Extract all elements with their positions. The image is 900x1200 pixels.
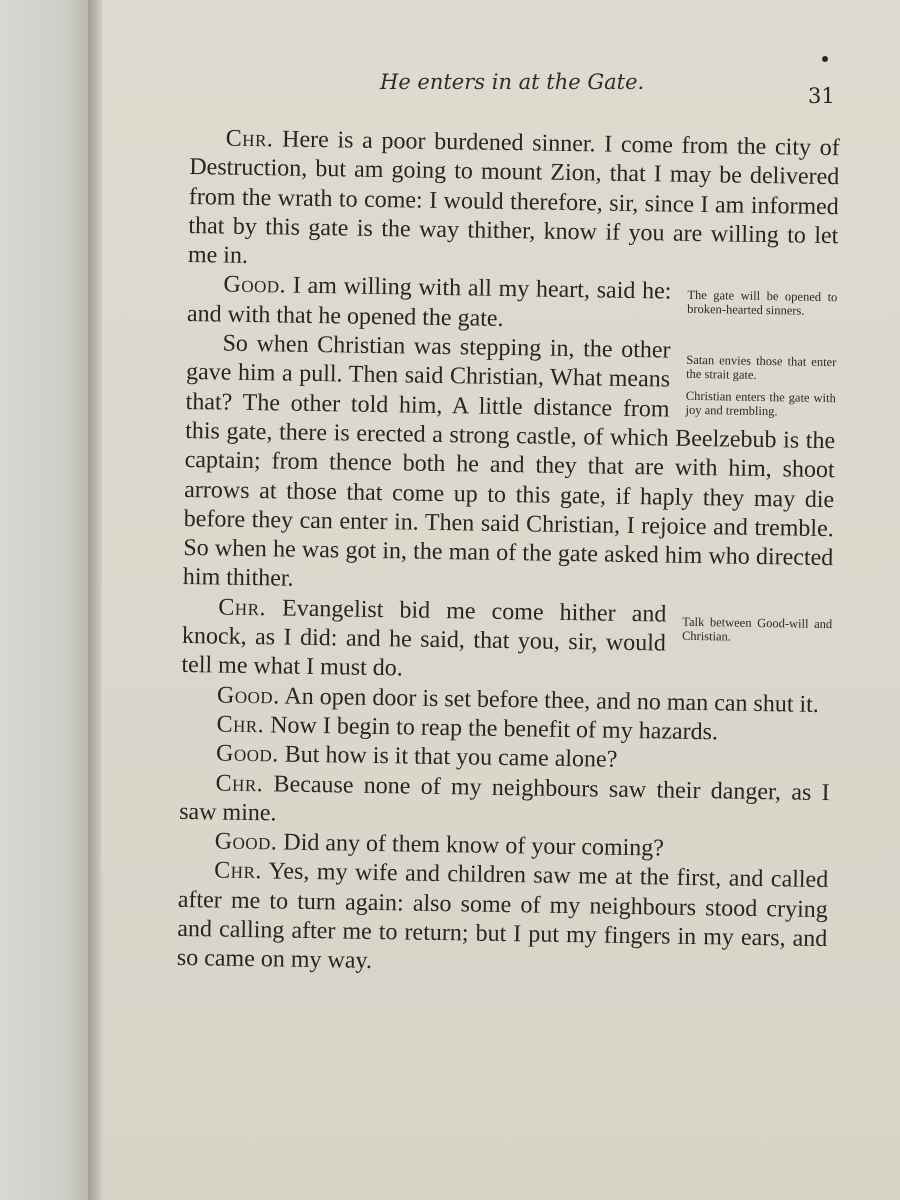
sidenote: Talk between Good-will and Christian. [681, 614, 833, 644]
body-text [177, 124, 840, 984]
sidenote: Christian enters the gate with joy and trembling. [685, 388, 836, 419]
paragraph [179, 768, 830, 837]
paragraph-text: Evangelist bid me come hither and knock, as I did: and he said, that you, sir, would tell me what I must do. [181, 595, 667, 682]
paragraph [188, 124, 840, 281]
speaker-label: Chr. [215, 770, 264, 797]
speaker-label: Good. [215, 740, 279, 768]
paragraph [181, 593, 832, 691]
speaker-label: Good. [223, 272, 287, 300]
speaker-label: Good. [214, 828, 278, 856]
paragraph-text: But how is it that you came alone? [278, 741, 618, 774]
facing-page-edge [0, 0, 92, 1200]
speaker-label: Chr. [225, 125, 274, 153]
running-title: He enters in at the Gate. [380, 70, 645, 94]
paragraph-text: So when Christian was stepping in, the other gave him a pull. Then said Christian, What means that? The other told him, A little distance from this gate, there is erected a strong castle, of which Beelzebub is the captain; from thence both he and they that are with him, shoot arrows at those that come up to this gate, if haply they may die before they can enter in. Then said Christian, I rejoice and tremble. So when he was got in, the man of the gate asked him who directed him thither. [182, 330, 836, 593]
paragraph-text: An open door is set before thee, and no man can shut it. [279, 683, 820, 718]
sidenote: The gate will be opened to broken-hearted sinners. [687, 288, 838, 319]
sidenote: Satan envies those that enter the strait gate. [686, 352, 837, 383]
speaker-label: Chr. [216, 711, 265, 739]
paragraph-text: Now I begin to reap the benefit of my hazards. [263, 712, 719, 746]
paragraph-text: Yes, my wife and children saw me at the first, and called after me to turn again: also some of my neighbours stood crying and calling after me to return; but I put my fingers in my ears, and so came on my way. [176, 858, 829, 975]
speaker-label: Chr. [214, 857, 263, 885]
paragraph-text: I am willing with all my heart, said he: and with that he opened the gate. [186, 273, 672, 332]
paragraph-text: Because none of my neighbours saw their danger, as I saw mine. [178, 770, 830, 827]
paragraph-text: Did any of them know of your coming? [277, 829, 665, 862]
paragraph-text: Here is a poor burdened sinner. I come from the city of Destruction, but am going to mount Zion, that I may be delivered from the wrath to come: I would therefore, sir, since I am informed that by this gate is the way thither, know if you are willing to let me in. [187, 126, 840, 270]
ink-speck [822, 56, 828, 62]
paragraph [187, 270, 838, 339]
speaker-label: Chr. [218, 594, 267, 622]
book-gutter [88, 0, 102, 1200]
page-number: 31 [808, 84, 835, 108]
paragraph [177, 856, 829, 983]
speaker-label: Good. [216, 682, 280, 710]
paragraph [183, 329, 837, 603]
